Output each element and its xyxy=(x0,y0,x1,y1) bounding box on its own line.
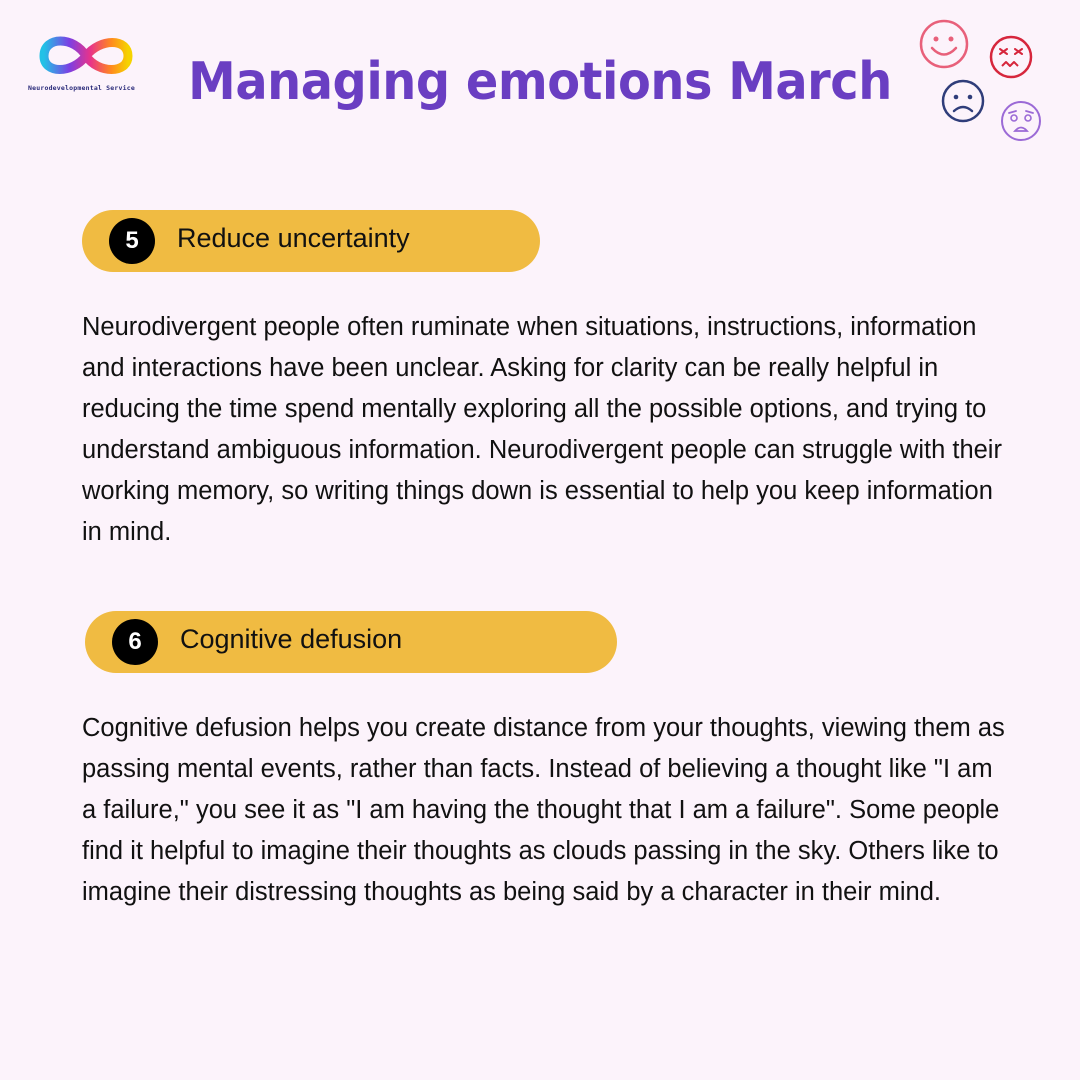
smiling-face-icon xyxy=(917,17,971,71)
section-body: Neurodivergent people often ruminate when situations, instructions, information and interactions have been unclear. Asking for clarity can be really helpful in reducing the time spend mentally exploring all the possible options, and trying to understand ambiguous information. Neurodivergent people can struggle with their working memory, so writing things down is essential to help you keep information in mind. xyxy=(82,313,1002,546)
section-body: Cognitive defusion helps you create distance from your thoughts, viewing them as passing mental events, rather than facts. Instead of believing a thought like "I am a failure," you see it as "I am having the thought that I am a failure". Some people find it helpful to imagine their thoughts as clouds passing in the sky. Others like to imagine their distressing thoughts as being said by a character in their mind. xyxy=(82,714,1005,906)
worried-face-icon xyxy=(998,98,1044,144)
logo-text: Neurodevelopmental Service xyxy=(28,84,135,92)
page-title: Managing emotions March xyxy=(188,52,892,112)
sad-face-icon xyxy=(939,77,987,125)
section-heading: Cognitive defusion xyxy=(180,623,403,654)
section-heading-pill xyxy=(82,210,540,272)
section-number-badge: 5 xyxy=(109,218,155,264)
section-heading: Reduce uncertainty xyxy=(177,222,410,253)
angry-face-icon xyxy=(987,33,1035,81)
section-number-badge: 6 xyxy=(112,619,158,665)
section-heading-pill xyxy=(85,611,617,673)
